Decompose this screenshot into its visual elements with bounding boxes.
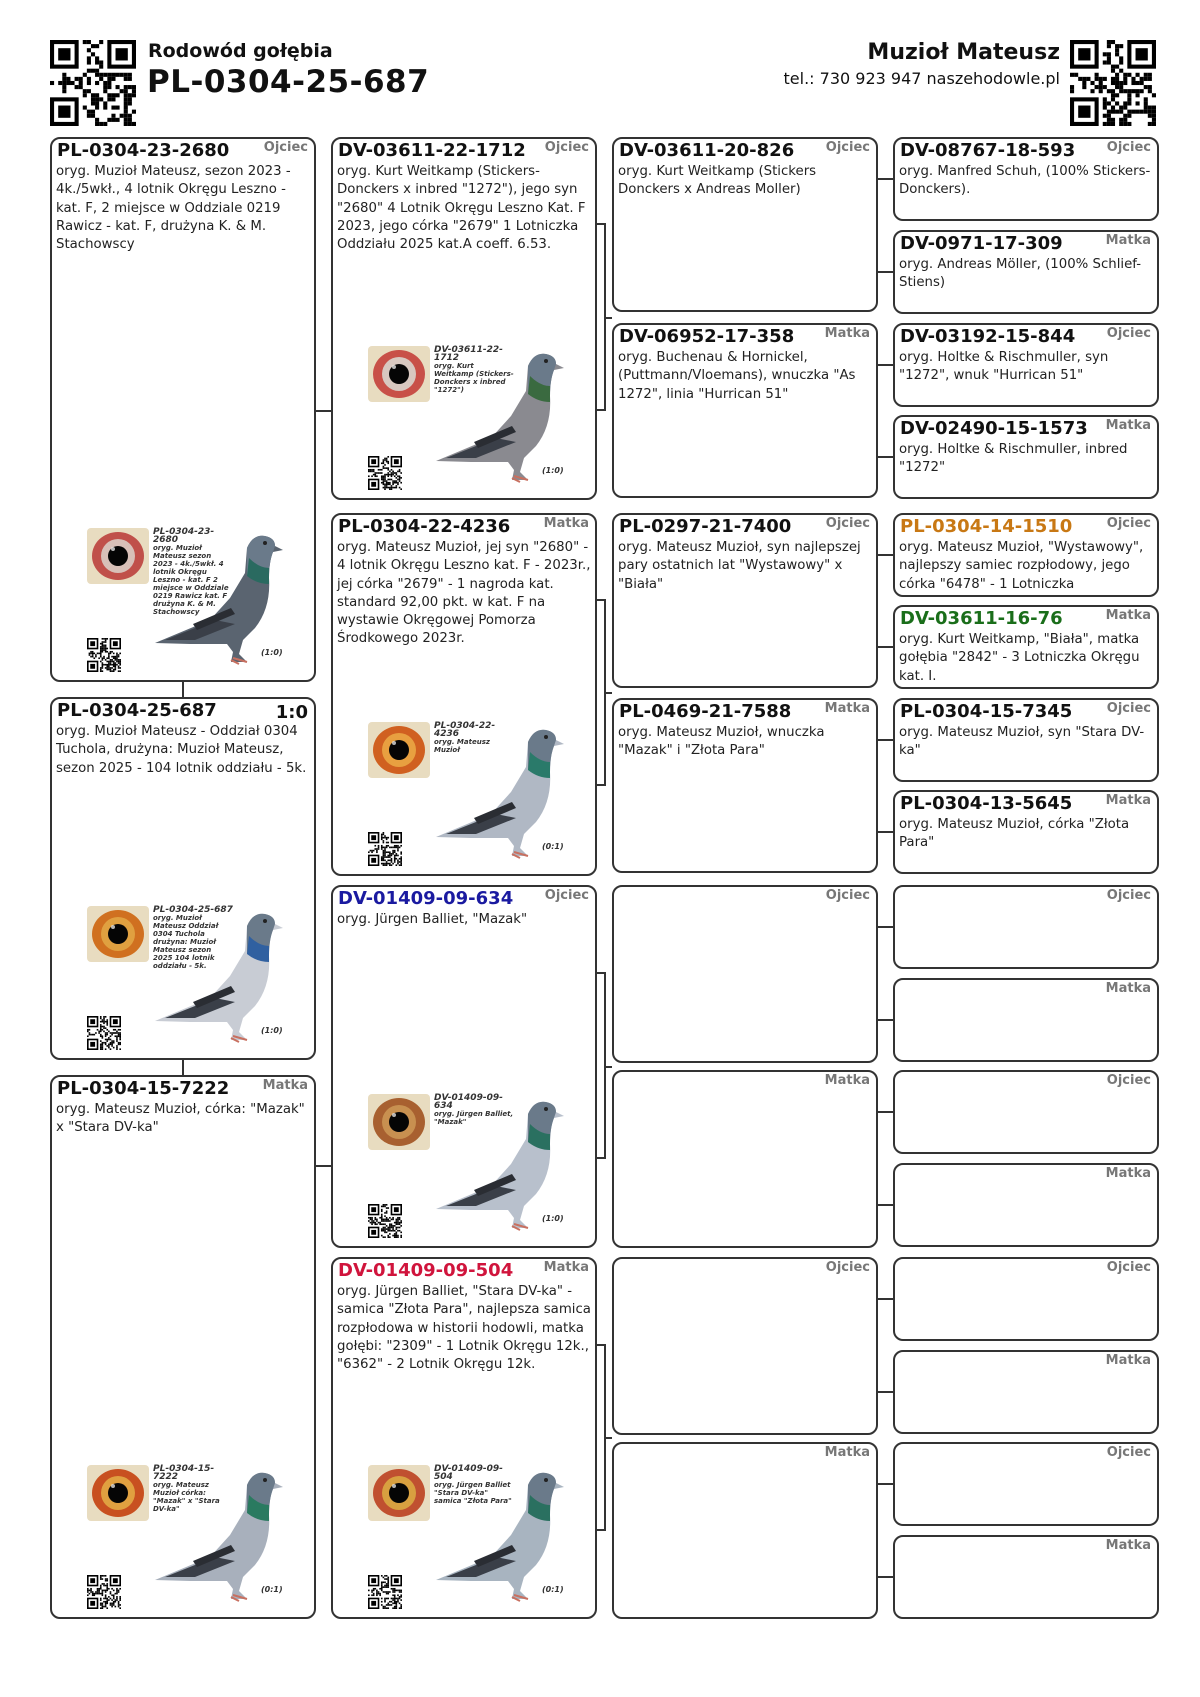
photo-caption-ring: PL-0304-15-7222	[153, 1464, 215, 1482]
connector-line	[878, 271, 893, 273]
ring-number: DV-08767-18-593	[900, 140, 1076, 161]
sex-label: Ojciec	[1106, 1260, 1151, 1275]
pedigree-box-gen4[interactable]	[893, 790, 1159, 874]
pigeon-description: oryg. Mateusz Muzioł, syn "Stara DV-ka"	[899, 725, 1145, 759]
pedigree-box-father[interactable]	[50, 137, 316, 682]
ring-number: PL-0297-21-7400	[619, 516, 792, 537]
connector-line	[604, 1066, 612, 1068]
sex-label: Ojciec	[1106, 140, 1151, 155]
sex-label: Ojciec	[1106, 701, 1151, 716]
photo-caption-text: oryg. Muzioł Mateusz sezon 2023 - 4k./5wkł. 4 lotnik Okręgu Leszno - kat. F 2 miejsce w Oddziale 0219 Rawicz kat. F drużyna K. & M. Stachowscy	[153, 544, 229, 616]
pedigree-box-gen4[interactable]	[893, 323, 1159, 407]
sex-label: 1:0	[275, 702, 308, 723]
pigeon-description: oryg. Muzioł Mateusz - Oddział 0304 Tuchola, drużyna: Muzioł Mateusz, sezon 2025 - 104 lotnik oddziału - 5k.	[56, 724, 307, 776]
sex-label: Matka	[1105, 1166, 1151, 1181]
connector-line	[878, 646, 893, 648]
sex-label: Ojciec	[825, 516, 870, 531]
connector-line	[182, 682, 184, 697]
sex-label: Matka	[1105, 418, 1151, 433]
qr-code-icon	[50, 40, 136, 126]
sex-label: Matka	[824, 1445, 870, 1460]
qr-code-graphic	[50, 40, 136, 126]
connector-line	[878, 926, 893, 928]
qr-code-icon	[1070, 40, 1156, 126]
connector-line	[604, 1437, 612, 1439]
sex-label: Ojciec	[1106, 326, 1151, 341]
sex-label: Matka	[1105, 608, 1151, 623]
photo-caption-ring: DV-01409-09-504	[434, 1464, 503, 1482]
pedigree-box-father-mother[interactable]	[331, 513, 597, 876]
sex-label: Matka	[824, 1073, 870, 1088]
pigeon-description: oryg. Holtke & Rischmuller, inbred "1272"	[899, 442, 1128, 476]
pigeon-photo[interactable]	[85, 904, 285, 1054]
connector-line	[878, 364, 893, 366]
pedigree-box-father-father[interactable]	[331, 137, 597, 500]
ring-number: DV-01409-09-634	[338, 888, 514, 909]
sex-label: Ojciec	[825, 1260, 870, 1275]
pedigree-box-gen3[interactable]	[612, 323, 878, 498]
pedigree-box-mother-mother[interactable]	[331, 1257, 597, 1619]
sex-label: Matka	[824, 326, 870, 341]
pedigree-box-gen4[interactable]	[893, 698, 1159, 782]
sex-label: Matka	[543, 1260, 589, 1275]
photo-sex-label: (1:0)	[261, 1026, 283, 1035]
pigeon-description: oryg. Mateusz Muzioł, córka: "Mazak" x "Stara DV-ka"	[56, 1102, 305, 1136]
pigeon-description: oryg. Mateusz Muzioł, "Wystawowy", najlepszy samiec rozpłodowy, jego córka "6478" - 1 Lotniczka	[899, 540, 1144, 592]
sex-label: Matka	[1105, 981, 1151, 996]
sex-label: Ojciec	[1106, 1073, 1151, 1088]
ring-number: DV-01409-09-504	[338, 1260, 514, 1281]
pigeon-photo[interactable]	[366, 1463, 566, 1613]
sex-label: Matka	[824, 701, 870, 716]
pedigree-box-gen4[interactable]	[893, 1350, 1159, 1434]
photo-caption-text: oryg. Muzioł Mateusz Oddział 0304 Tuchola drużyna: Muzioł Mateusz sezon 2025 104 lotnik oddziału - 5k.	[153, 914, 219, 970]
pigeon-photo[interactable]	[366, 344, 566, 494]
ring-number: PL-0304-15-7345	[900, 701, 1073, 722]
ring-number: PL-0304-13-5645	[900, 793, 1073, 814]
sex-label: Matka	[1105, 1538, 1151, 1553]
ring-number: DV-03192-15-844	[900, 326, 1076, 347]
sex-label: Matka	[543, 516, 589, 531]
owner-contact: tel.: 730 923 947 naszehodowle.pl	[783, 69, 1060, 88]
connector-line	[878, 178, 893, 180]
connector-line	[878, 739, 893, 741]
connector-line	[878, 1391, 893, 1393]
pigeon-description: oryg. Mateusz Muzioł, wnuczka "Mazak" i "Złota Para"	[618, 725, 825, 759]
ring-number: DV-03611-16-76	[900, 608, 1063, 629]
ring-number: DV-0971-17-309	[900, 233, 1063, 254]
sex-label: Ojciec	[263, 140, 308, 155]
pigeon-description: oryg. Mateusz Muzioł, córka "Złota Para"	[899, 817, 1130, 851]
pedigree-box-gen4[interactable]	[893, 978, 1159, 1062]
photo-sex-label: (1:0)	[542, 466, 564, 475]
pedigree-box-gen3[interactable]	[612, 1257, 878, 1435]
connector-line	[604, 317, 612, 319]
connector-line	[878, 554, 893, 556]
connector-line	[878, 1204, 893, 1206]
sex-label: Matka	[1105, 233, 1151, 248]
pedigree-box-gen4[interactable]	[893, 1070, 1159, 1154]
ring-number: PL-0304-23-2680	[57, 140, 230, 161]
pigeon-photo[interactable]	[85, 1463, 285, 1613]
qr-code-graphic	[1070, 40, 1156, 126]
ring-number: PL-0469-21-7588	[619, 701, 792, 722]
pedigree-box-gen3[interactable]	[612, 885, 878, 1063]
connector-line	[878, 1483, 893, 1485]
document-type: Rodowód gołębia	[148, 40, 333, 62]
connector-line	[316, 410, 331, 412]
owner-name: Muzioł Mateusz	[867, 40, 1060, 65]
photo-caption-ring: PL-0304-22-4236	[434, 721, 496, 739]
pedigree-box-mother-father[interactable]	[331, 885, 597, 1248]
ring-number: PL-0304-25-687	[57, 700, 217, 721]
sex-label: Ojciec	[1106, 516, 1151, 531]
pedigree-box-gen4[interactable]	[893, 1535, 1159, 1619]
connector-line	[316, 1165, 331, 1167]
pedigree-box-gen4[interactable]	[893, 230, 1159, 314]
pedigree-box-gen3[interactable]	[612, 137, 878, 312]
connector-line	[604, 692, 612, 694]
pigeon-description: oryg. Jürgen Balliet, "Mazak"	[337, 912, 528, 927]
pigeon-description: oryg. Buchenau & Hornickel, (Puttmann/Vloemans), wnuczka "As 1272", linia "Hurrican 51"	[618, 350, 856, 402]
photo-caption-text: oryg. Kurt Weitkamp (Stickers-Donckers x inbred "1272")	[434, 362, 514, 394]
connector-line	[878, 1298, 893, 1300]
pedigree-box-gen4[interactable]	[893, 137, 1159, 221]
photo-sex-label: (1:0)	[542, 1214, 564, 1223]
pigeon-photo[interactable]	[366, 720, 566, 870]
connector-line	[878, 1576, 893, 1578]
qr-code-icon	[368, 1575, 402, 1609]
photo-caption-ring: PL-0304-25-687	[153, 905, 233, 915]
pedigree-box-gen4[interactable]	[893, 605, 1159, 689]
connector-line	[878, 1019, 893, 1021]
photo-caption-ring: PL-0304-23-2680	[153, 527, 215, 545]
pigeon-photo[interactable]	[85, 526, 285, 676]
pedigree-box-gen3[interactable]	[612, 1070, 878, 1248]
photo-caption-text: oryg. Jürgen Balliet "Stara DV-ka" samica "Złota Para"	[434, 1481, 512, 1505]
ring-number: DV-06952-17-358	[619, 326, 795, 347]
sex-label: Ojciec	[825, 888, 870, 903]
page-title: PL-0304-25-687	[147, 64, 430, 100]
pigeon-description: oryg. Kurt Weitkamp, "Biała", matka gołębia "2842" - 3 Lotniczka Okręgu kat. I.	[899, 632, 1140, 684]
connector-line	[878, 831, 893, 833]
photo-sex-label: (0:1)	[261, 1585, 283, 1594]
pigeon-description: oryg. Kurt Weitkamp (Stickers-Donckers x inbred "1272"), jego syn "2680" 4 Lotnik Okręgu Leszno Kat. F 2023, jego córka "2679" 1 Lotniczka Oddziału 2025 kat.A coeff. 6.53.	[337, 164, 586, 253]
pedigree-box-gen4[interactable]	[893, 513, 1159, 597]
connector-line	[182, 1060, 184, 1075]
pedigree-box-gen4[interactable]	[893, 1163, 1159, 1247]
qr-code-icon	[87, 638, 121, 672]
photo-caption-text: oryg. Jürgen Balliet, "Mazak"	[434, 1110, 514, 1126]
pedigree-box-gen3[interactable]	[612, 513, 878, 688]
sex-label: Matka	[262, 1078, 308, 1093]
pigeon-description: oryg. Mateusz Muzioł, jej syn "2680" - 4 lotnik Okręgu Leszno kat. F - 2023r., jej córka "2679" - 1 nagroda kat. standard 92,00 pkt. w kat. F na wystawie Okręgowej Pomorza Środkowego 2023r.	[337, 540, 591, 647]
photo-sex-label: (0:1)	[542, 842, 564, 851]
pedigree-box-mother[interactable]	[50, 1075, 316, 1619]
pedigree-box-gen4[interactable]	[893, 885, 1159, 969]
pigeon-description: oryg. Holtke & Rischmuller, syn "1272", wnuk "Hurrican 51"	[899, 350, 1109, 384]
ring-number: DV-03611-22-1712	[338, 140, 526, 161]
photo-caption-ring: DV-01409-09-634	[434, 1093, 503, 1111]
photo-sex-label: (0:1)	[542, 1585, 564, 1594]
pigeon-description: oryg. Andreas Möller, (100% Schlief-Stiens)	[899, 257, 1142, 291]
pigeon-description: oryg. Mateusz Muzioł, syn najlepszej pary ostatnich lat "Wystawowy" x "Biała"	[618, 540, 861, 592]
qr-code-icon	[368, 1204, 402, 1238]
sex-label: Ojciec	[544, 888, 589, 903]
ring-number: DV-03611-20-826	[619, 140, 795, 161]
ring-number: PL-0304-15-7222	[57, 1078, 230, 1099]
sex-label: Ojciec	[1106, 1445, 1151, 1460]
pedigree-box-gen3[interactable]	[612, 1442, 878, 1619]
pedigree-box-pigeon[interactable]	[50, 697, 316, 1060]
photo-caption-ring: DV-03611-22-1712	[434, 345, 503, 363]
pigeon-description: oryg. Kurt Weitkamp (Stickers Donckers x Andreas Moller)	[618, 164, 817, 198]
qr-code-icon	[87, 1016, 121, 1050]
photo-caption-text: oryg. Mateusz Muzioł	[434, 738, 490, 754]
connector-line	[878, 456, 893, 458]
connector-line	[878, 1111, 893, 1113]
sex-label: Ojciec	[825, 140, 870, 155]
pedigree-box-gen3[interactable]	[612, 698, 878, 873]
pedigree-box-gen4[interactable]	[893, 1257, 1159, 1341]
pigeon-description: oryg. Manfred Schuh, (100% Stickers-Donckers).	[899, 164, 1151, 198]
sex-label: Matka	[1105, 1353, 1151, 1368]
pedigree-box-gen4[interactable]	[893, 1442, 1159, 1526]
pigeon-photo[interactable]	[366, 1092, 566, 1242]
qr-code-icon	[368, 456, 402, 490]
sex-label: Ojciec	[1106, 888, 1151, 903]
ring-number: PL-0304-22-4236	[338, 516, 511, 537]
sex-label: Ojciec	[544, 140, 589, 155]
sex-label: Matka	[1105, 793, 1151, 808]
qr-code-icon	[368, 832, 402, 866]
qr-code-icon	[87, 1575, 121, 1609]
ring-number: DV-02490-15-1573	[900, 418, 1088, 439]
photo-caption-text: oryg. Mateusz Muzioł córka: "Mazak" x "Stara DV-ka"	[153, 1481, 220, 1513]
pigeon-description: oryg. Jürgen Balliet, "Stara DV-ka" - samica "Złota Para", najlepsza samica rozpłodowa w historii hodowli, matka gołębi: "2309" - 1 Lotnik Okręgu 12k., "6362" - 2 Lotnik Okręgu 12k.	[337, 1284, 591, 1373]
pedigree-box-gen4[interactable]	[893, 415, 1159, 499]
pigeon-description: oryg. Muzioł Mateusz, sezon 2023 - 4k./5wkł., 4 lotnik Okręgu Leszno - kat. F, 2 miejsce w Oddziale 0219 Rawicz - kat. F, drużyna K. & M. Stachowscy	[56, 164, 291, 253]
ring-number: PL-0304-14-1510	[900, 516, 1073, 537]
photo-sex-label: (1:0)	[261, 648, 283, 657]
